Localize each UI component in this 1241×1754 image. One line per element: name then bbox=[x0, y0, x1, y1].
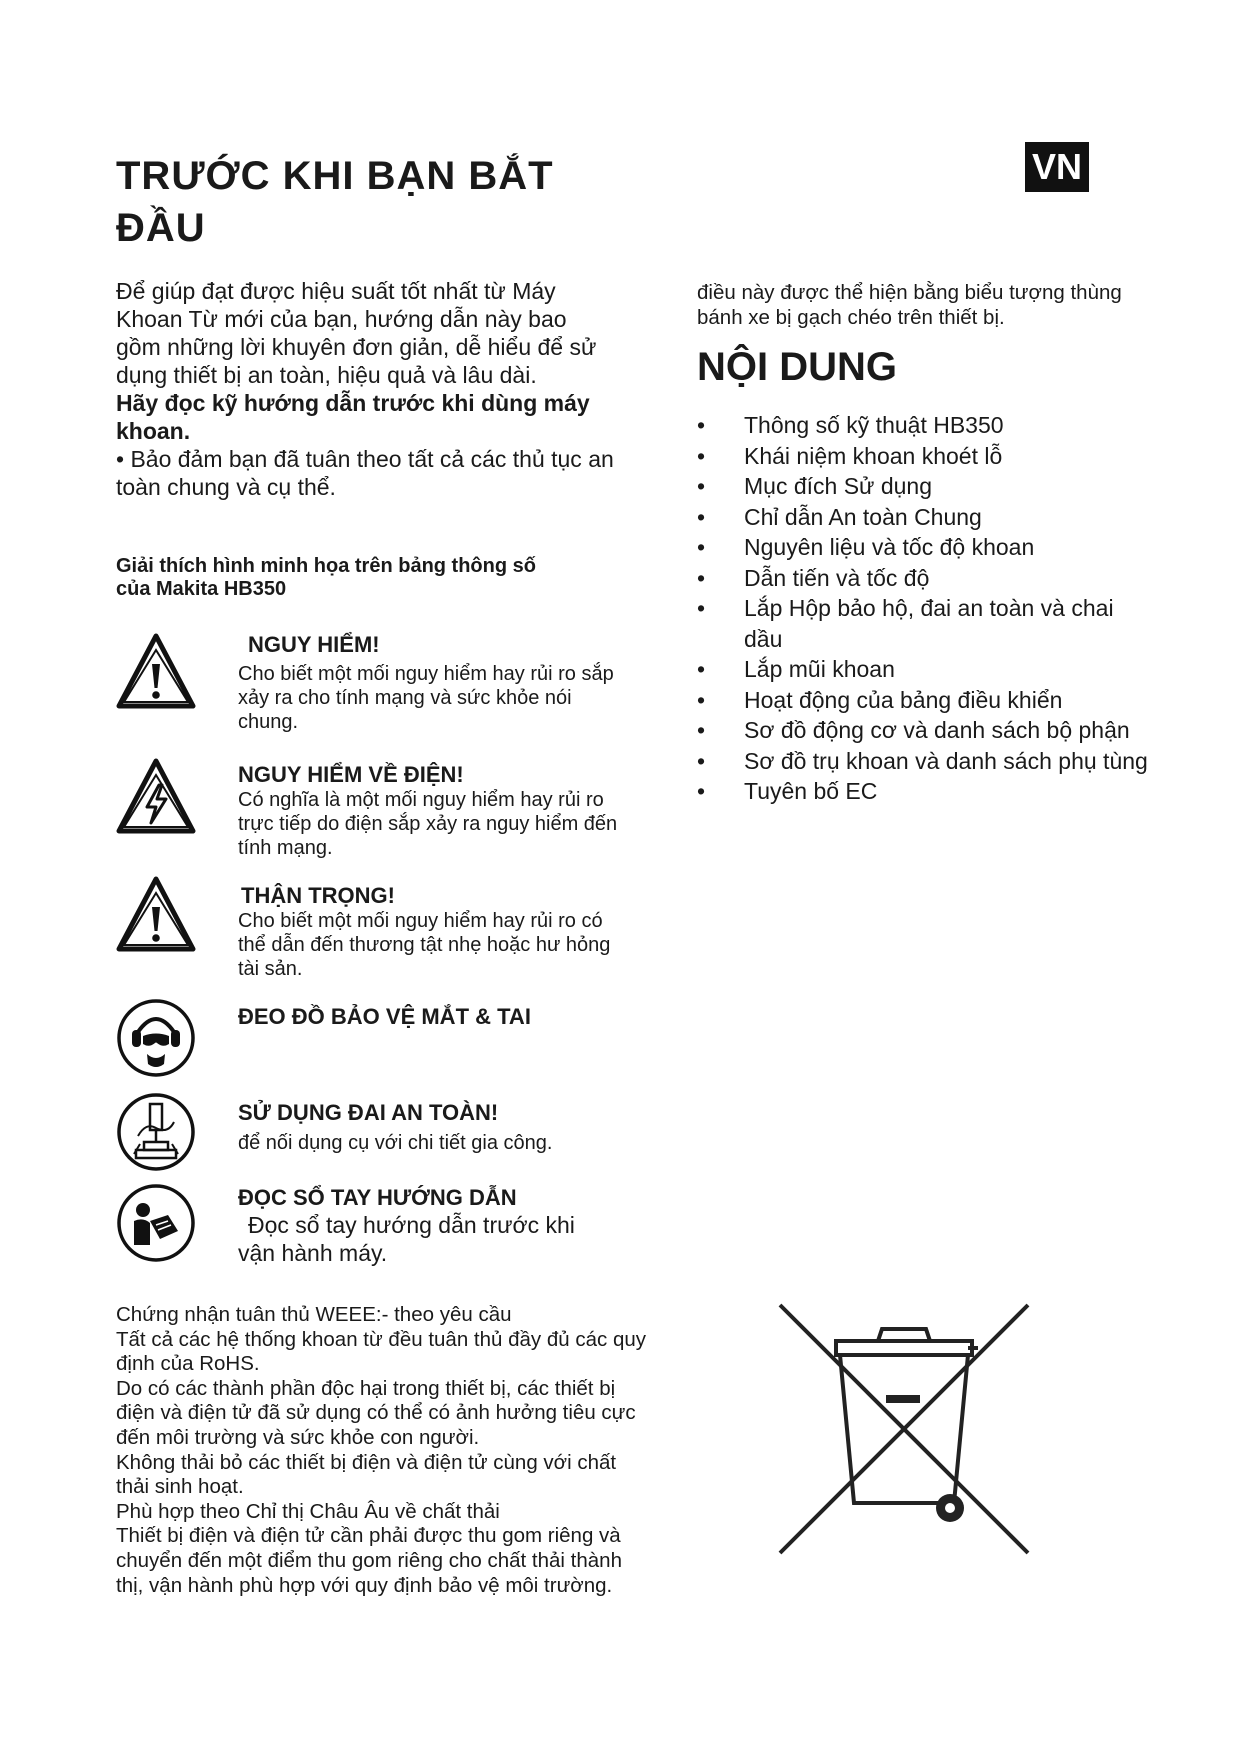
weee-line: Không thải bỏ các thiết bị điện và điện tử cùng với chất thải sinh hoạt. bbox=[116, 1450, 617, 1499]
symbol-description: Đọc sổ tay hướng dẫn trước khi vận hành máy. bbox=[238, 1212, 575, 1266]
intro-bullet-note: • Bảo đảm bạn đã tuân theo tất cả các thủ tục an toàn chung và cụ thể. bbox=[116, 446, 614, 500]
toc-item[interactable]: • Mục đích Sử dụng bbox=[697, 473, 932, 499]
toc-item[interactable]: • Lắp Hộp bảo hộ, đai an toàn và chai dầu bbox=[697, 595, 1114, 652]
read-manual-icon bbox=[116, 1183, 196, 1263]
toc-item-label: Dẫn tiến và tốc độ bbox=[744, 564, 930, 591]
electrical-hazard-icon bbox=[116, 757, 196, 837]
symbol-heading: ĐỌC SỔ TAY HƯỚNG DẪN bbox=[238, 1185, 517, 1210]
symbol-danger bbox=[238, 632, 618, 734]
toc-item[interactable]: • Lắp mũi khoan bbox=[697, 656, 895, 682]
weee-line: Chứng nhận tuân thủ WEEE:- theo yêu cầu bbox=[116, 1303, 512, 1326]
toc-item-label: Mục đích Sử dụng bbox=[744, 473, 932, 499]
caution-warning-icon bbox=[116, 875, 196, 955]
weee-section bbox=[116, 1303, 646, 1598]
symbol-heading: THẬN TRỌNG! bbox=[241, 883, 395, 908]
legend-title: Giải thích hình minh họa trên bảng thông số của Makita HB350 bbox=[116, 555, 536, 600]
toc-item-label: Chỉ dẫn An toàn Chung bbox=[744, 503, 982, 530]
weee-line: Phù hợp theo Chỉ thị Châu Âu về chất thải bbox=[116, 1499, 500, 1523]
toc-item-label: Nguyên liệu và tốc độ khoan bbox=[744, 534, 1035, 560]
toc-item-label: Lắp mũi khoan bbox=[744, 656, 895, 682]
weee-symbol-note bbox=[697, 280, 1137, 330]
toc-item-label: Thông số kỹ thuật HB350 bbox=[744, 412, 1004, 438]
intro-section bbox=[116, 277, 616, 501]
symbol-description: để nối dụng cụ với chi tiết gia công. bbox=[238, 1132, 553, 1154]
symbol-heading: SỬ DỤNG ĐAI AN TOÀN! bbox=[238, 1100, 499, 1125]
toc-item-label: Hoạt động của bảng điều khiển bbox=[744, 686, 1063, 713]
toc-item[interactable]: • Thông số kỹ thuật HB350 bbox=[697, 412, 1004, 438]
symbol-description: Cho biết một mối nguy hiểm hay rủi ro có thể dẫn đến thương tật nhẹ hoặc hư hỏng tài sản. bbox=[238, 910, 611, 980]
toc-item[interactable]: • Chỉ dẫn An toàn Chung bbox=[697, 503, 982, 530]
toc-item[interactable]: • Khái niệm khoan khoét lỗ bbox=[697, 442, 1003, 469]
symbol-heading: NGUY HIỂM! bbox=[248, 632, 380, 657]
symbol-heading: ĐEO ĐỒ BẢO VỆ MẮT & TAI bbox=[238, 1004, 531, 1029]
toc-item[interactable]: • Tuyên bố EC bbox=[697, 778, 878, 804]
intro-bold-note: Hãy đọc kỹ hướng dẫn trước khi dùng máy khoan. bbox=[116, 390, 590, 444]
symbol-electrical bbox=[238, 762, 618, 860]
symbol-eye-ear-protection bbox=[238, 1004, 618, 1030]
crossed-out-wheeled-bin-icon bbox=[778, 1303, 1030, 1556]
symbol-safety-strap bbox=[238, 1100, 618, 1155]
toc-item[interactable]: • Hoạt động của bảng điều khiển bbox=[697, 686, 1063, 713]
weee-symbol-note-text: điều này được thể hiện bằng biểu tượng thùng bánh xe bị gạch chéo trên thiết bị. bbox=[697, 281, 1122, 329]
symbol-read-manual bbox=[238, 1185, 618, 1267]
table-of-contents bbox=[697, 410, 1157, 807]
toc-item[interactable]: • Sơ đồ trụ khoan và danh sách phụ tùng bbox=[697, 747, 1148, 774]
toc-item-label: Khái niệm khoan khoét lỗ bbox=[744, 442, 1003, 469]
language-badge: VN bbox=[1025, 142, 1089, 192]
symbol-caution bbox=[238, 883, 618, 981]
toc-item-label: Lắp Hộp bảo hộ, đai an toàn và chai dầu bbox=[744, 595, 1114, 652]
toc-item-label: Sơ đồ trụ khoan và danh sách phụ tùng bbox=[744, 747, 1148, 774]
symbol-description: Cho biết một mối nguy hiểm hay rủi ro sắp xảy ra cho tính mạng và sức khỏe nói chung. bbox=[238, 663, 614, 733]
contents-title: NỘI DUNG bbox=[697, 345, 897, 389]
danger-warning-icon bbox=[116, 632, 196, 712]
intro-paragraph: Để giúp đạt được hiệu suất tốt nhất từ Máy Khoan Từ mới của bạn, hướng dẫn này bao gồm những lời khuyên đơn giản, dễ hiểu để sử dụng thiết bị an toàn, hiệu quả và lâu dài. bbox=[116, 278, 597, 388]
toc-item-label: Sơ đồ động cơ và danh sách bộ phận bbox=[744, 717, 1130, 743]
page-title: TRƯỚC KHI BẠN BẮT ĐẦU bbox=[116, 154, 554, 250]
symbol-heading: NGUY HIỂM VỀ ĐIỆN! bbox=[238, 762, 464, 787]
toc-item[interactable]: • Dẫn tiến và tốc độ bbox=[697, 564, 930, 591]
weee-line: Thiết bị điện và điện tử cần phải được thu gom riêng và chuyển đến một điểm thu gom riêng cho chất thải thành thị, vận hành phù hợp với quy định bảo vệ môi trường. bbox=[116, 1524, 622, 1597]
toc-item[interactable]: • Sơ đồ động cơ và danh sách bộ phận bbox=[697, 717, 1130, 743]
safety-strap-icon bbox=[116, 1092, 196, 1172]
toc-item[interactable]: • Nguyên liệu và tốc độ khoan bbox=[697, 534, 1035, 560]
eye-ear-protection-icon bbox=[116, 998, 196, 1078]
symbol-description: Có nghĩa là một mối nguy hiểm hay rủi ro trực tiếp do điện sắp xảy ra nguy hiểm đến tính mạng. bbox=[238, 789, 618, 859]
weee-line: Tất cả các hệ thống khoan từ đều tuân thủ đầy đủ các quy định của RoHS. bbox=[116, 1327, 646, 1376]
toc-item-label: Tuyên bố EC bbox=[744, 778, 878, 804]
weee-line: Do có các thành phần độc hại trong thiết bị, các thiết bị điện và điện tử đã sử dụng có thể có ảnh hưởng tiêu cực đến môi trường và sức khỏe con người. bbox=[116, 1376, 636, 1449]
